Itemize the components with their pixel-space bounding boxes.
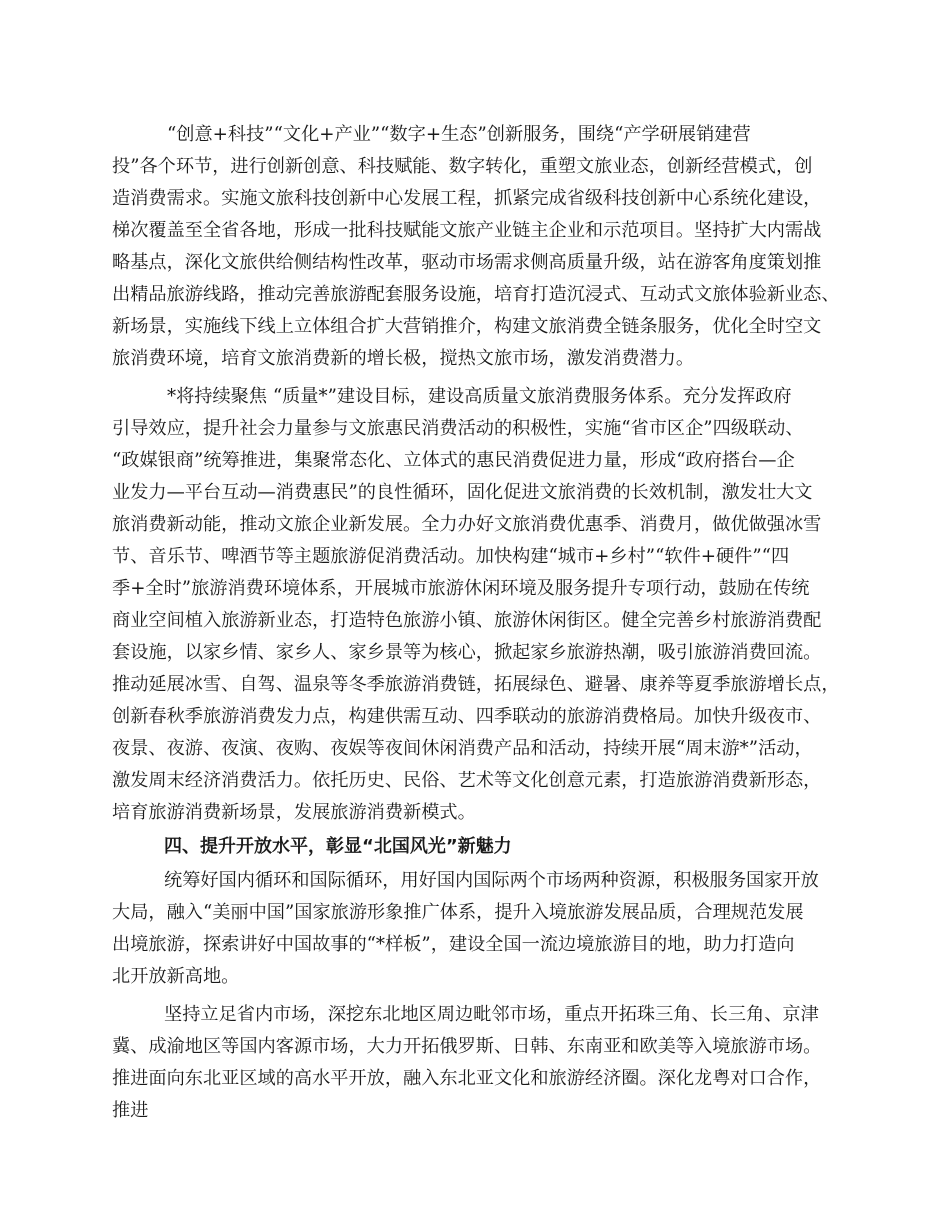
text-line: 季+全时”旅游消费环境体系，开展城市旅游休闲环境及服务提升专项行动，鼓励在传统: [112, 578, 810, 599]
text-line: 坚持立足省内市场，深挖东北地区周边毗邻市场，重点开拓珠三角、长三角、京津: [164, 1004, 819, 1025]
text-line: 培育旅游消费新场景，发展旅游消费新模式。: [112, 802, 476, 823]
text-line: 旅消费环境，培育文旅消费新的增长极，搅热文旅市场，激发消费潜力。: [112, 348, 695, 369]
text-line: 略基点，深化文旅供给侧结构性改革，驱动市场需求侧高质量升级，站在游客角度策划推: [112, 252, 822, 273]
text-line: 北开放新高地。: [112, 966, 240, 987]
text-line: 旅消费新动能，推动文旅企业新发展。全力办好文旅消费优惠季、消费月，做优做强冰雪: [112, 514, 822, 535]
text-line: 节、音乐节、啤酒节等主题旅游促消费活动。加快构建“城市+乡村”“软件+硬件”“四: [112, 546, 790, 567]
text-line: 投”各个环节，进行创新创意、科技赋能、数字转化，重塑文旅业态，创新经营模式，创: [112, 156, 813, 177]
text-line: 引导效应，提升社会力量参与文旅惠民消费活动的积极性，实施“省市区企”四级联动、: [112, 418, 804, 439]
text-line: 推进: [112, 1100, 149, 1121]
text-line: 梯次覆盖至全省各地，形成一批科技赋能文旅产业链主企业和示范项目。坚持扩大内需战: [112, 220, 822, 241]
text-line: “创意+科技”“文化+产业”“数字+生态”创新服务，围绕“产学研展销建营: [167, 124, 751, 145]
text-line: 出境旅游，探索讲好中国故事的“*样板”，建设全国一流边境旅游目的地，助力打造向: [112, 934, 795, 955]
text-line: 新场景，实施线下线上立体组合扩大营销推介，构建文旅消费全链条服务，优化全时空文: [112, 316, 822, 337]
text-line: 出精品旅游线路，推动完善旅游配套服务设施，培育打造沉浸式、互动式文旅体验新业态、: [112, 284, 840, 305]
text-line: 冀、成渝地区等国内客源市场，大力开拓俄罗斯、日韩、东南亚和欧美等入境旅游市场。: [112, 1036, 822, 1057]
text-line: 激发周末经济消费活力。依托历史、民俗、艺术等文化创意元素，打造旅游消费新形态，: [112, 770, 822, 791]
heading-text: 四、提升开放水平，彰显“北国风光”新魅力: [164, 836, 512, 857]
text-line: 统筹好国内循环和国际循环，用好国内国际两个市场两种资源，积极服务国家开放: [164, 870, 819, 891]
text-line: 套设施，以家乡情、家乡人、家乡景等为核心，掀起家乡旅游热潮，吸引旅游消费回流。: [112, 642, 822, 663]
text-line: 创新春秋季旅游消费发力点，构建供需互动、四季联动的旅游消费格局。加快升级夜市、: [112, 706, 822, 727]
text-line: 商业空间植入旅游新业态，打造特色旅游小镇、旅游休闲街区。健全完善乡村旅游消费配: [112, 610, 822, 631]
text-line: *将持续聚焦 “质量*”建设目标，建设高质量文旅消费服务体系。充分发挥政府: [167, 386, 792, 407]
text-line: 造消费需求。实施文旅科技创新中心发展工程，抓紧完成省级科技创新中心系统化建设，: [112, 188, 822, 209]
text-line: 夜景、夜游、夜演、夜购、夜娱等夜间休闲消费产品和活动，持续开展“周末游*”活动，: [112, 738, 813, 759]
text-line: 大局，融入“美丽中国”国家旅游形象推广体系，提升入境旅游发展品质，合理规范发展: [112, 902, 804, 923]
text-line: 推进面向东北亚区域的高水平开放，融入东北亚文化和旅游经济圈。深化龙粤对口合作，: [112, 1068, 822, 1089]
text-line: 业发力—平台互动—消费惠民”的良性循环，固化促进文旅消费的长效机制，激发壮大文: [112, 482, 813, 503]
text-line: 推动延展冰雪、自驾、温泉等冬季旅游消费链，拓展绿色、避暑、康养等夏季旅游增长点，: [112, 674, 840, 695]
text-line: “政媒银商”统筹推进，集聚常态化、立体式的惠民消费促进力量，形成“政府搭台—企: [112, 450, 795, 471]
